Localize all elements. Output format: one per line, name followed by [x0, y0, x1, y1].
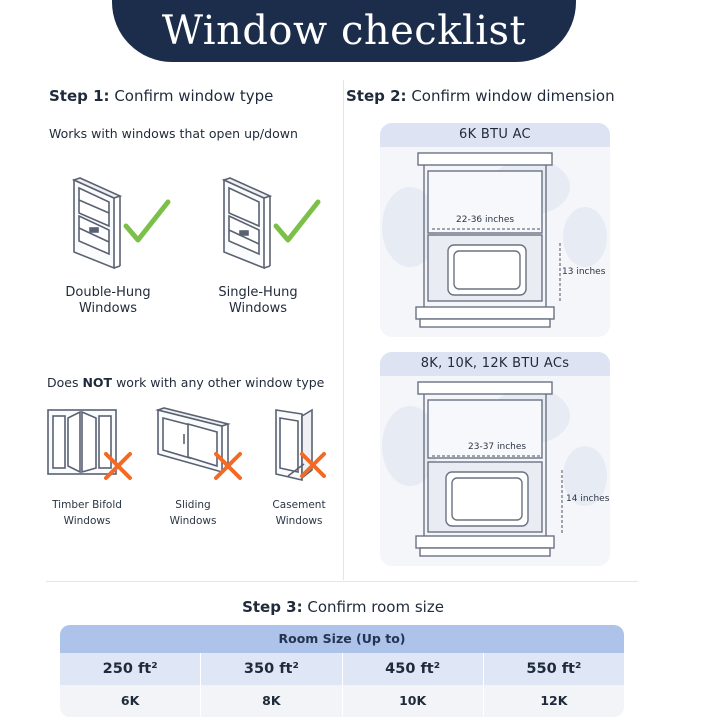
- step2-heading: [346, 87, 615, 105]
- btu-cell: 6K: [120, 693, 140, 708]
- dimension-card-6k: [380, 123, 610, 337]
- step2-label: Step 2:: [346, 87, 407, 105]
- step3-heading: [0, 598, 686, 616]
- ac-window-diagram: [380, 147, 610, 337]
- not-work-text: Does NOT work with any other window type: [47, 375, 325, 390]
- height-label: 14 inches: [566, 494, 610, 504]
- width-label: 22-36 inches: [456, 215, 515, 225]
- table-header: Room Size (Up to): [60, 625, 624, 653]
- btu-cell: 12K: [483, 685, 624, 717]
- room-size-table: [60, 625, 624, 717]
- btu-cell: 8K: [200, 685, 341, 717]
- single-hung-window-icon: [220, 176, 324, 270]
- size-cell: 250 ft²: [102, 661, 158, 677]
- size-cell: 450 ft²: [342, 653, 483, 685]
- check-icon: [126, 202, 168, 240]
- works-with-text: Works with windows that open up/down: [49, 126, 298, 141]
- step3-label: Step 3:: [242, 598, 303, 616]
- card-title: 6K BTU AC: [380, 123, 610, 147]
- size-cell: 550 ft²: [483, 653, 624, 685]
- dimension-card-8k-12k: [380, 352, 610, 566]
- ac-window-diagram: [380, 376, 610, 566]
- double-hung-label: Double-Hung Windows: [65, 285, 151, 316]
- card-title: 8K, 10K, 12K BTU ACs: [380, 352, 610, 376]
- step2-text: Confirm window dimension: [411, 87, 615, 105]
- btu-cell: 10K: [342, 685, 483, 717]
- vertical-divider: [343, 80, 344, 580]
- bifold-label: Timber Bifold Windows: [52, 499, 122, 527]
- sliding-window-icon: [154, 406, 246, 484]
- horizontal-divider: [46, 581, 638, 582]
- check-icon: [276, 202, 318, 240]
- step1-text: Confirm window type: [114, 87, 274, 105]
- step1-heading: [49, 87, 273, 105]
- casement-label: Casement Windows: [272, 499, 326, 527]
- height-label: 13 inches: [562, 267, 606, 277]
- page-title: Window checklist: [161, 8, 527, 54]
- title-banner: [112, 0, 576, 62]
- size-cell: 350 ft²: [200, 653, 341, 685]
- width-label: 23-37 inches: [468, 442, 527, 452]
- single-hung-label: Single-Hung Windows: [218, 285, 298, 316]
- table-row-btus: [60, 685, 624, 717]
- sliding-label: Sliding Windows: [169, 499, 217, 527]
- step1-label: Step 1:: [49, 87, 110, 105]
- double-hung-window-icon: [70, 176, 174, 270]
- bifold-window-icon: [44, 406, 136, 484]
- step3-text: Confirm room size: [307, 598, 444, 616]
- casement-window-icon: [266, 406, 358, 484]
- table-row-sizes: [60, 653, 624, 685]
